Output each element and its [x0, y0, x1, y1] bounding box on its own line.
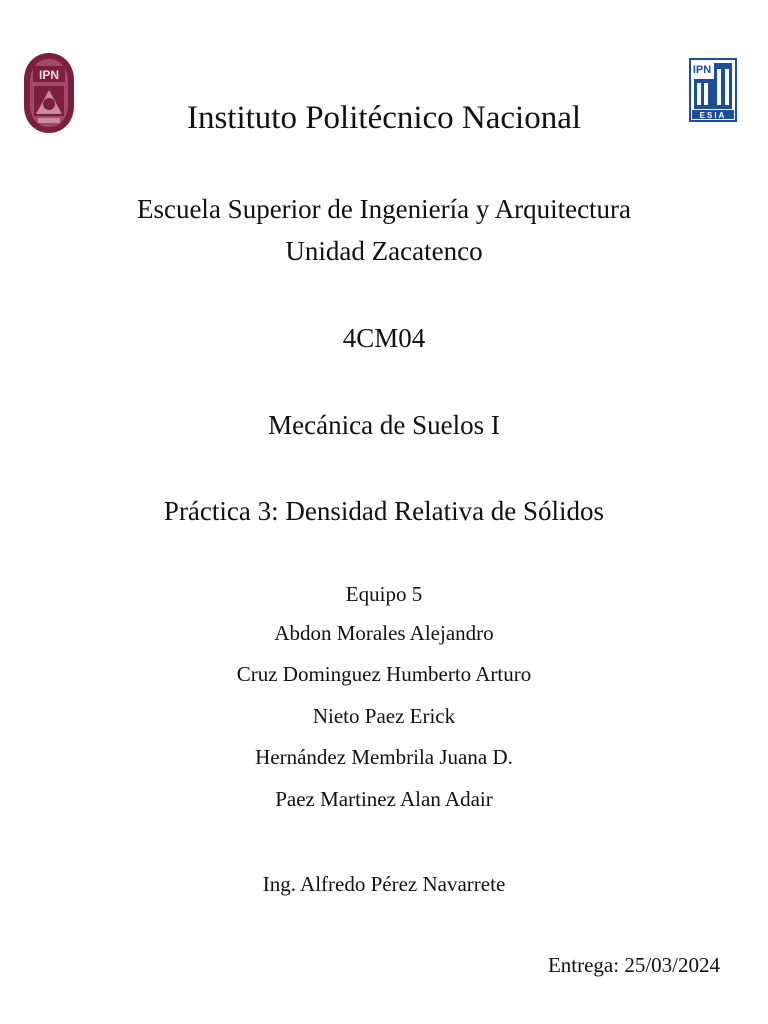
svg-text:IPN: IPN [38, 68, 60, 82]
team-member: Abdon Morales Alejandro [274, 621, 494, 645]
team-member: Cruz Dominguez Humberto Arturo [236, 662, 532, 686]
svg-text:IPN: IPN [692, 64, 712, 76]
institution-title: Instituto Politécnico Nacional [186, 100, 582, 136]
school-unit: Unidad Zacatenco [285, 236, 483, 266]
team-member: Hernández Membrila Juana D. [255, 745, 513, 769]
delivery-date: Entrega: 25/03/2024 [547, 953, 720, 977]
team-member: Paez Martinez Alan Adair [275, 787, 493, 811]
team-member: Nieto Paez Erick [312, 704, 456, 728]
school-name: Escuela Superior de Ingeniería y Arquitectura [136, 194, 632, 224]
subject-title: Mecánica de Suelos I [268, 410, 500, 440]
group-code: 4CM04 [342, 323, 426, 353]
team-label: Equipo 5 [345, 582, 423, 606]
practice-title: Práctica 3: Densidad Relativa de Sólidos [163, 496, 605, 526]
svg-text:ESIA: ESIA [699, 111, 727, 120]
teacher-name: Ing. Alfredo Pérez Navarrete [262, 872, 506, 896]
